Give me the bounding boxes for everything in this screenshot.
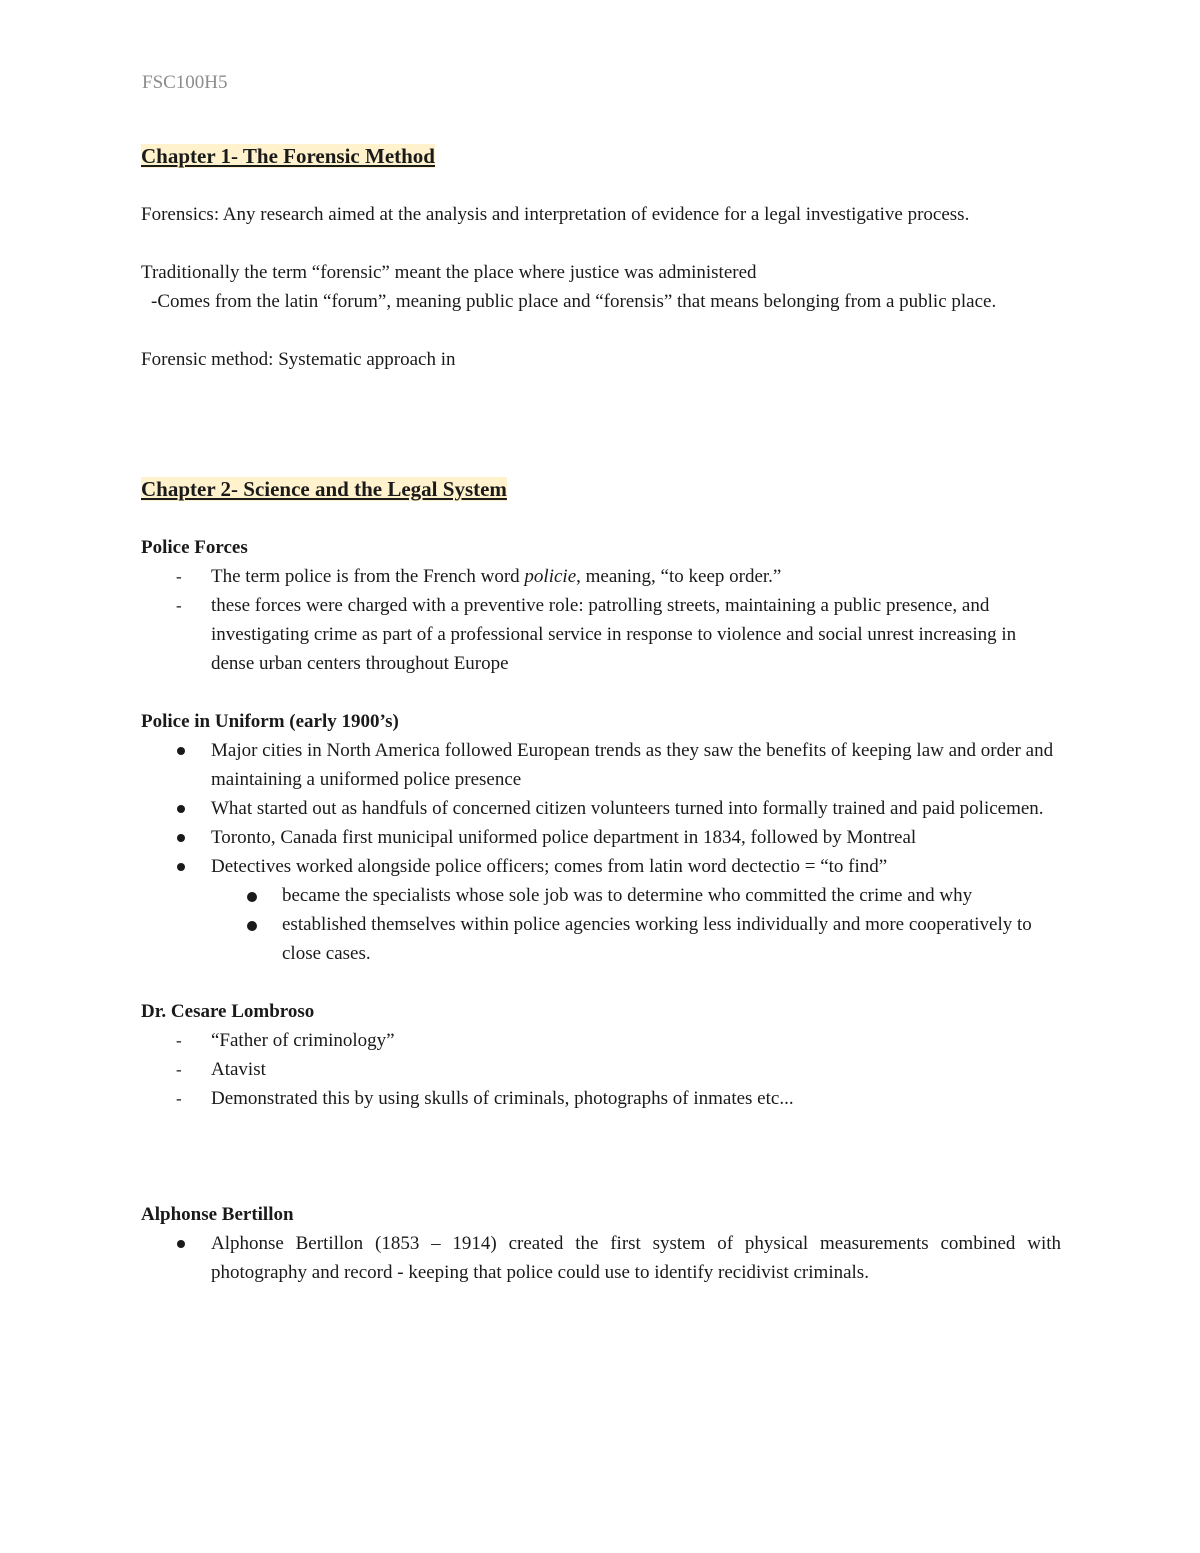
traditional-meaning: Traditionally the term “forensic” meant the place where justice was administered xyxy=(141,262,757,283)
detectives-sub-list xyxy=(211,881,1061,968)
dash-marker: - xyxy=(176,567,182,586)
chapter-2-heading: Chapter 2- Science and the Legal System xyxy=(141,477,507,501)
list-item: Detectives worked alongside police officers; comes from latin word dectectio = “to find” became the specialists whose sole job was to determine who committed the crime and why established themselves within police agencies working less individually and more cooperatively to close cases. xyxy=(141,852,1061,968)
etymology-note: -Comes from the latin “forum”, meaning public place and “forensis” that means belonging from a public place. xyxy=(151,291,997,312)
chapter-1-heading: Chapter 1- The Forensic Method xyxy=(141,144,435,168)
forensics-definition: Forensics: Any research aimed at the analysis and interpretation of evidence for a legal investigative process. xyxy=(141,204,970,225)
page-header-course-code: FSC100H5 xyxy=(142,72,228,93)
dash-marker: - xyxy=(176,596,182,615)
list-item: - these forces were charged with a preventive role: patrolling streets, maintaining a public presence, and investigating crime as part of a professional service in response to violence and social unrest increasing in dense urban centers throughout Europe xyxy=(141,591,1061,678)
dash-marker: - xyxy=(176,1060,182,1079)
list-item: - Demonstrated this by using skulls of criminals, photographs of inmates etc... xyxy=(141,1084,1061,1113)
dash-marker: - xyxy=(176,1031,182,1050)
lombroso-list xyxy=(141,1026,1061,1113)
police-forces-heading: Police Forces xyxy=(141,537,248,558)
list-item: Major cities in North America followed European trends as they saw the benefits of keeping law and order and maintaining a uniformed police presence xyxy=(211,740,1054,790)
bertillon-heading: Alphonse Bertillon xyxy=(141,1204,294,1225)
sub-list-item: established themselves within police agencies working less individually and more cooperatively to close cases. xyxy=(282,914,1032,964)
list-item: - “Father of criminology” xyxy=(141,1026,1061,1055)
police-forces-list xyxy=(141,562,1061,678)
lombroso-heading: Dr. Cesare Lombroso xyxy=(141,1001,315,1022)
sub-list-item: became the specialists whose sole job was to determine who committed the crime and why xyxy=(282,885,973,906)
list-item: Toronto, Canada first municipal uniformed police department in 1834, followed by Montreal xyxy=(211,827,917,848)
list-item: - The term police is from the French word policie, meaning, “to keep order.” xyxy=(141,562,1061,591)
bertillon-list xyxy=(141,1229,1061,1287)
list-item: - Atavist xyxy=(141,1055,1061,1084)
dash-marker: - xyxy=(176,1089,182,1108)
forensic-method-definition: Forensic method: Systematic approach in xyxy=(141,349,456,370)
list-item: Alphonse Bertillon (1853 – 1914) created the first system of physical measurements combined with photography and record - keeping that police could use to identify recidivist criminals. xyxy=(211,1233,1061,1283)
list-item: What started out as handfuls of concerned citizen volunteers turned into formally trained and paid policemen. xyxy=(211,798,1044,819)
document-body xyxy=(141,141,1061,1287)
police-uniform-list xyxy=(141,736,1061,968)
police-uniform-heading: Police in Uniform (early 1900’s) xyxy=(141,711,399,732)
